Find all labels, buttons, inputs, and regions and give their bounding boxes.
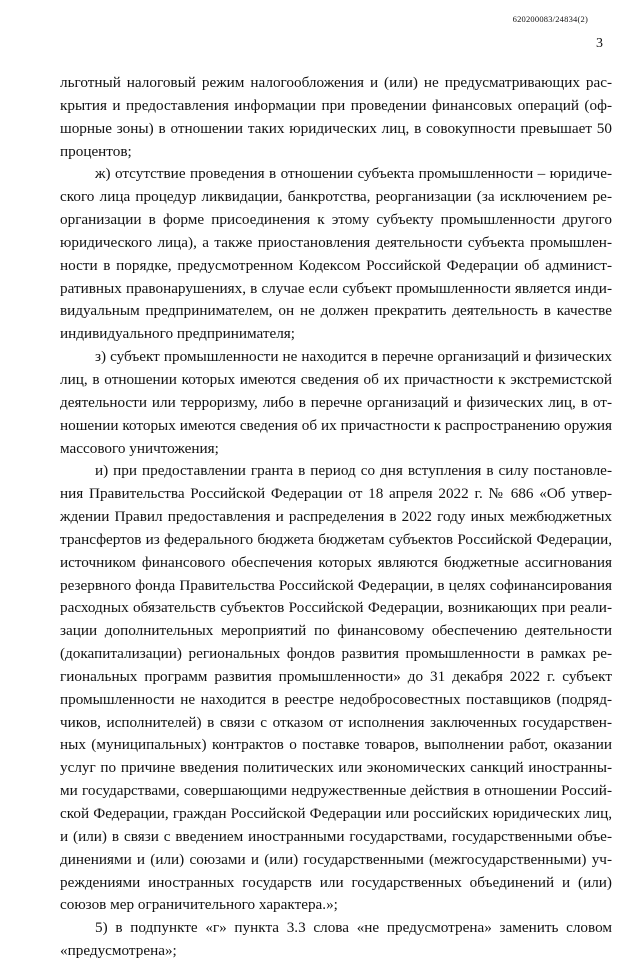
page-number: 3	[596, 36, 603, 51]
document-code: 620200083/24834(2)	[512, 14, 588, 24]
paragraph-continuation: льготный налоговый режим налогообложения и (или) не предусматривающих раскрытия и предоставления информации при проведении финансовых операций (офшорные зоны) в отношении таких юридических лиц, в совокупности превышает 50 процентов;	[60, 74, 612, 160]
paragraph-item-zh: ж) отсутствие проведения в отношении субъекта промышленности – юридического лица процедур ликвидации, банкротства, реорганизации (за исключением реорганизации в форме присоединения к этому субъекту промышленности другого юридического лица), а также приостановления деятельности субъекта промышленности в порядке, предусмотренном Кодексом Российской Федерации об административных правонарушениях, в случае если субъект промышленности является индивидуальным предпринимателем, он не должен прекратить деятельность в качестве индивидуального предпринимателя;	[60, 165, 612, 343]
document-body	[60, 72, 612, 963]
paragraph-item-i: и) при предоставлении гранта в период со дня вступления в силу постановления Правительства Российской Федерации от 18 апреля 2022 г. № 686 «Об утверждении Правил предоставления и распределения в 2022 году иных межбюджетных трансфертов из федерального бюджета бюджетам субъектов Российской Федерации, источником финансового обеспечения которых являются бюджетные ассигнования резервного фонда Правительства Российской Федерации, в целях софинансирования расходных обязательств субъектов Российской Федерации, возникающих при реализации дополнительных мероприятий по финансовому обеспечению деятельности (докапитализации) региональных фондов развития промышленности в рамках региональных программ развития промышленности» до 31 декабря 2022 г. субъект промышленности не находится в реестре недобросовестных поставщиков (подрядчиков, исполнителей) в связи с отказом от исполнения заключенных государственных (муниципальных) контрактов о поставке товаров, выполнении работ, оказании услуг по причине введения политических или экономических санкций иностранными государствами, совершающими недружественные действия в отношении Российской Федерации, граждан Российской Федерации или российских юридических лиц, и (или) в связи с введением иностранными государствами, государственными объединениями и (или) союзами и (или) государственными (межгосударственными) учреждениями иностранных государств или государственных объединений и (или) союзов мер ограничительного характера.»;	[60, 462, 612, 914]
paragraph-item-z: з) субъект промышленности не находится в перечне организаций и физических лиц, в отношении которых имеются сведения об их причастности к экстремистской деятельности или терроризму, либо в перечне организаций и физических лиц, в отношении которых имеются сведения об их причастности к распространению оружия массового уничтожения;	[60, 348, 612, 457]
paragraph-item-5: 5) в подпункте «г» пункта 3.3 слова «не предусмотрена» заменить словом «предусмотрена»;	[60, 919, 612, 960]
